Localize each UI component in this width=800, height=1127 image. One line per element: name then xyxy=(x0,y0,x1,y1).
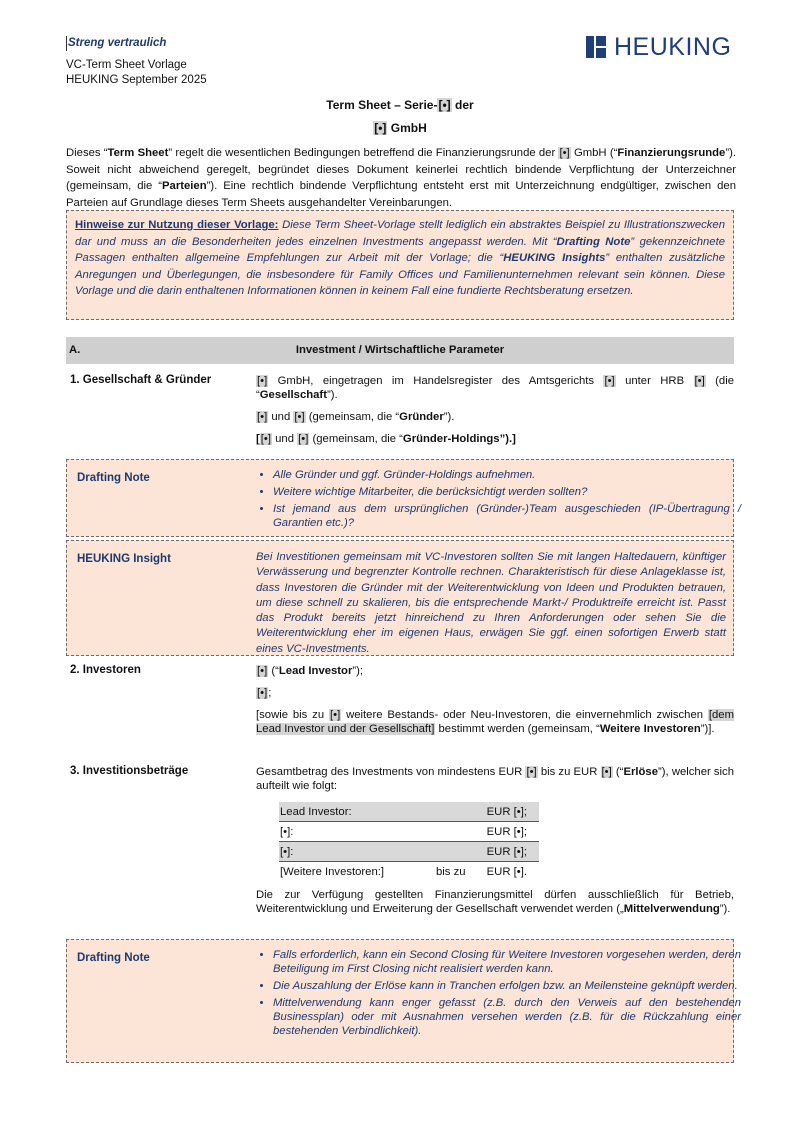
title-text: GmbH xyxy=(387,121,427,135)
heuking-logo xyxy=(586,35,731,59)
title-text: Term Sheet – Serie- xyxy=(326,98,438,112)
placeholder: [•] xyxy=(694,375,705,387)
list-item: • Falls erforderlich, kann ein Second Closing für Weitere Investoren vorgesehen werden, deren Beteiligung im First Closing nicht realisiert werden kann. xyxy=(273,948,741,976)
drafting-note-label: Drafting Note xyxy=(77,952,150,964)
heuking-insight-box xyxy=(66,540,734,656)
table-row: [•]: EUR [•]; xyxy=(279,842,539,862)
placeholder: [•] xyxy=(257,687,268,699)
drafting-note-list xyxy=(255,948,741,1041)
section-header-a xyxy=(66,337,734,364)
template-date: HEUKING September 2025 xyxy=(66,74,207,86)
clause-content-gesellschaft: [•] GmbH, eingetragen im Handelsregister des Amtsgerichts [•] unter HRB [•] (die “Gesellschaft”). [•] und [•] (gemeinsam, die “Gründer”). [[•] und [•] (gemeinsam, die “Gründer-Holdings”).] xyxy=(256,375,734,445)
logo-mark-icon xyxy=(586,36,606,58)
clause-content-betraege: Gesamtbetrag des Investments von mindestens EUR [•] bis zu EUR [•] (“Erlöse”), welcher sich aufteilt wie folgt: xyxy=(256,766,734,792)
document-header xyxy=(66,36,207,88)
highlighted-text: [dem Lead Investor und der Gesellschaft] xyxy=(256,709,735,735)
drafting-note-2 xyxy=(66,939,741,1063)
section-title: Investment / Wirtschaftliche Parameter xyxy=(295,344,505,356)
document-title-line2 xyxy=(0,121,800,135)
placeholder: [•] xyxy=(374,121,387,135)
list-item: • Die Auszahlung der Erlöse kann in Tranchen erfolgen bzw. an Meilensteine geknüpft werden. xyxy=(273,979,741,993)
placeholder: [•] xyxy=(257,375,268,387)
allocation-table xyxy=(279,802,539,881)
placeholder: [•] xyxy=(559,147,570,159)
document-title-line1 xyxy=(0,98,800,112)
placeholder: [•] xyxy=(604,375,615,387)
usage-hint-text: Hinweise zur Nutzung dieser Vorlage: Diese Term Sheet-Vorlage stellt lediglich ein abstraktes Beispiel zu Illustrationszwecken dar und muss an die Besonderheiten jedes einzelnen Investments angepasst werden. Mit “Drafting Note” gekennzeichnete Passagen enthalten allgemeine Empfehlungen zur Arbeit mit der Vorlage; die “HEUKING Insights” enthalten zusätzliche Anregungen und Überlegungen, die insbesondere für Family Offices und Familienunternehmen relevant sein können. Diese Vorlage und die darin enthaltenen Informationen können in keinem Fall eine fundierte Rechtsberatung ersetzen. xyxy=(75,219,726,297)
mittelverwendung-paragraph: Die zur Verfügung gestellten Finanzierungsmittel dürfen ausschließlich für Betrieb, Weiterentwicklung und Erweiterung der Gesellschaft verwendet werden („Mittelverwendung”). xyxy=(256,889,734,915)
confidentiality-label: Streng vertraulich xyxy=(66,36,207,51)
list-item: • Alle Gründer und ggf. Gründer-Holdings aufnehmen. xyxy=(273,468,741,482)
placeholder: [•] xyxy=(438,98,451,112)
placeholder: [•] xyxy=(260,433,271,445)
template-name: VC-Term Sheet Vorlage xyxy=(66,59,187,71)
title-text: der xyxy=(451,98,474,112)
placeholder: [•] xyxy=(526,766,537,778)
section-letter: A. xyxy=(69,344,81,356)
drafting-note-1 xyxy=(66,459,741,537)
placeholder: [•] xyxy=(298,433,309,445)
placeholder: [•] xyxy=(294,411,305,423)
usage-hint-box xyxy=(66,210,734,320)
clause-label-betraege: 3. Investitionsbeträge xyxy=(70,765,189,777)
placeholder: [•] xyxy=(257,411,268,423)
table-row: Lead Investor: EUR [•]; xyxy=(279,802,539,822)
list-item: • Ist jemand aus dem ursprünglichen (Gründer-)Team ausgeschieden (IP-Übertragung / Garantien etc.)? xyxy=(273,502,741,530)
usage-hint-title: Hinweise zur Nutzung dieser Vorlage: xyxy=(75,219,279,231)
insight-label: HEUKING Insight xyxy=(77,553,171,565)
list-item: • Weitere wichtige Mitarbeiter, die berücksichtigt werden sollten? xyxy=(273,485,741,499)
table-row: [Weitere Investoren:] bis zu EUR [•]. xyxy=(280,865,527,878)
drafting-note-list xyxy=(255,468,741,533)
clause-content-investoren: [•] (“Lead Investor”); [•]; [sowie bis zu [•] weitere Bestands- oder Neu-Investoren, die einvernehmlich zwischen [dem Lead Investor und der Gesellschaft] bestimmt werden (gemeinsam, “Weitere Investoren”)]. xyxy=(256,665,735,735)
insight-text: Bei Investitionen gemeinsam mit VC-Investoren sollten Sie mit langen Haltedauern, künftiger Verwässerung und begrenzter Kontrolle rechnen. Charakteristisch für diese Anlageklasse ist, dass Investoren die Gründer mit der Weiterentwicklung von Ideen und Produkten betrauen, um diese schnell zu skalieren, bis die entsprechende Markt-/ Produktreife erreicht ist. Passt das Produkt bereits jetzt hinreichend zu Ihren Anforderungen oder sehen Sie die Weiterentwicklung eher im eigenen Haus, erwägen Sie ggf. einen sofortigen Erwerb statt eines VC-Investments. xyxy=(256,551,726,655)
table-row: [•]: EUR [•]; xyxy=(279,822,539,842)
intro-paragraph: Dieses “Term Sheet” regelt die wesentlichen Bedingungen betreffend die Finanzierungsrunde der [•] GmbH (“Finanzierungsrunde”). Soweit nicht abweichend geregelt, begründet dieses Dokument keinerlei rechtlich bindende Verpflichtung der Unterzeichner (gemeinsam, die “Parteien”). Eine rechtlich bindende Verpflichtung entsteht erst mit Unterzeichnung endgültiger, zwischen den Parteien auf Grundlage dieses Term Sheets ausgehandelter Vereinbarungen. xyxy=(66,147,736,209)
clause-label-gesellschaft: 1. Gesellschaft & Gründer xyxy=(70,374,212,386)
drafting-note-label: Drafting Note xyxy=(77,472,150,484)
clause-label-investoren: 2. Investoren xyxy=(70,664,141,676)
placeholder: [•] xyxy=(601,766,612,778)
logo-text: HEUKING xyxy=(614,33,732,61)
list-item: • Mittelverwendung kann enger gefasst (z.B. durch den Verweis auf den bestehenden Businessplan) oder mit Ausnahmen versehen werden (z.B. für die Rückzahlung einer bestehenden Verbindlichkeit). xyxy=(273,996,741,1038)
placeholder: [•] xyxy=(329,709,341,721)
placeholder: [•] xyxy=(257,665,268,677)
